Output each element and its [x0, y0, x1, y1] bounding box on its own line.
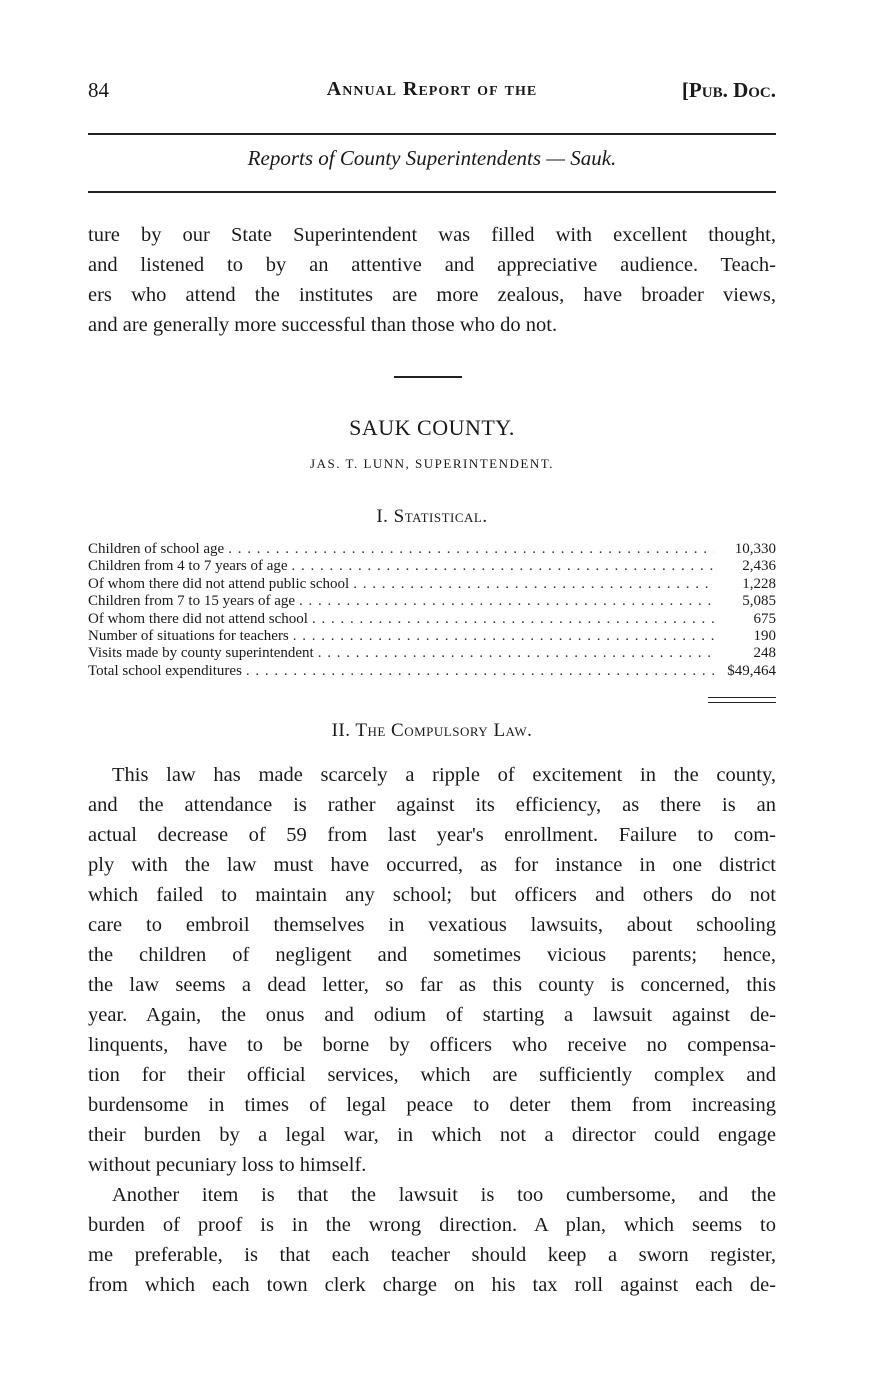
stat-row: [88, 558, 776, 575]
running-title: Annual Report of the: [326, 78, 538, 100]
stat-label: Children of school age: [88, 541, 225, 557]
stat-label: Of whom there did not attend public school: [88, 575, 350, 592]
stat-value: 10,330: [734, 541, 776, 557]
stat-row: [88, 628, 776, 645]
stat-label: Children from 4 to 7 years of age: [88, 558, 288, 575]
text-line: tion for their official services, which are sufficiently complex and: [88, 1064, 776, 1086]
text-line: Another item is that the lawsuit is too cumbersome, and the: [112, 1184, 776, 1206]
statistics-table: [88, 541, 776, 680]
text-line: care to embroil themselves in vexatious lawsuits, about schooling: [88, 914, 776, 936]
header-rule-top: [88, 133, 776, 135]
stat-value: 248: [753, 645, 776, 662]
stat-value: 2,436: [742, 558, 776, 575]
text-line: ture by our State Superintendent was filled with excellent thought,: [88, 224, 776, 246]
section-subtitle: Reports of County Superintendents — Sauk.: [247, 146, 617, 170]
stat-value: 1,228: [742, 575, 776, 592]
dot-leader: [292, 558, 714, 575]
stat-row: [88, 663, 776, 680]
text-line: This law has made scarcely a ripple of excitement in the county,: [112, 764, 776, 786]
stat-row: [88, 576, 776, 593]
text-line: without pecuniary loss to himself.: [88, 1154, 367, 1176]
text-line: burdensome in times of legal peace to deter them from increasing: [88, 1094, 776, 1116]
stat-label: Visits made by county superintendent: [88, 645, 314, 662]
stat-value: 675: [753, 610, 776, 627]
statistical-heading: I. Statistical.: [376, 506, 488, 527]
text-line: ers who attend the institutes are more zealous, have broader views,: [88, 284, 776, 306]
text-line: ply with the law must have occurred, as for instance in one district: [88, 854, 776, 876]
dot-leader: [312, 611, 714, 628]
header-rule-bottom: [88, 191, 776, 193]
page-number: 84: [88, 78, 109, 102]
document-label: [Pub. Doc.: [681, 78, 776, 102]
stat-label: Number of situations for teachers: [88, 627, 289, 644]
text-line: the law seems a dead letter, so far as this county is concerned, this: [88, 974, 776, 996]
compulsory-law-heading: II. The Compulsory Law.: [331, 720, 533, 741]
intro-paragraph: [88, 220, 776, 340]
text-line: the children of negligent and sometimes vicious parents; hence,: [88, 944, 776, 966]
dot-leader: [353, 576, 714, 593]
section-divider: [394, 376, 462, 378]
stat-row: [88, 645, 776, 662]
text-line: me preferable, is that each teacher should keep a sworn register,: [88, 1244, 776, 1266]
stat-row: [88, 541, 776, 558]
text-line: their burden by a legal war, in which not a director could engage: [88, 1124, 776, 1146]
text-line: linquents, have to be borne by officers who receive no compensa-: [88, 1034, 776, 1056]
text-line: which failed to maintain any school; but officers and others do not: [88, 884, 776, 906]
text-line: and are generally more successful than those who do not.: [88, 314, 558, 336]
dot-leader: [228, 541, 714, 558]
text-line: from which each town clerk charge on his tax roll against each de-: [88, 1274, 776, 1296]
total-double-rule: [708, 697, 776, 703]
text-line: year. Again, the onus and odium of starting a lawsuit against de-: [88, 1004, 776, 1026]
stat-label: Children from 7 to 15 years of age: [88, 593, 296, 610]
dot-leader: [299, 593, 714, 610]
stat-value: 190: [753, 627, 776, 644]
dot-leader: [318, 645, 714, 662]
text-line: actual decrease of 59 from last year's enrollment. Failure to com-: [88, 824, 776, 846]
compulsory-paragraph-2: [88, 1180, 776, 1300]
text-line: and listened to by an attentive and appreciative audience. Teach-: [88, 254, 776, 276]
compulsory-paragraph-1: [88, 760, 776, 1180]
stat-row: [88, 611, 776, 628]
stat-value: 5,085: [742, 593, 776, 610]
stat-row: [88, 593, 776, 610]
stat-label: Of whom there did not attend school: [88, 610, 308, 627]
text-line: burden of proof is in the wrong direction. A plan, which seems to: [88, 1214, 776, 1236]
stat-label: Total school expenditures: [88, 662, 242, 679]
county-title: SAUK COUNTY.: [349, 415, 515, 440]
dot-leader: [293, 628, 714, 645]
stat-value: $49,464: [727, 662, 776, 679]
text-line: and the attendance is rather against its efficiency, as there is an: [88, 794, 776, 816]
page-header: [88, 78, 776, 112]
superintendent-name: JAS. T. LUNN, SUPERINTENDENT.: [310, 456, 554, 471]
dot-leader: [246, 663, 714, 680]
